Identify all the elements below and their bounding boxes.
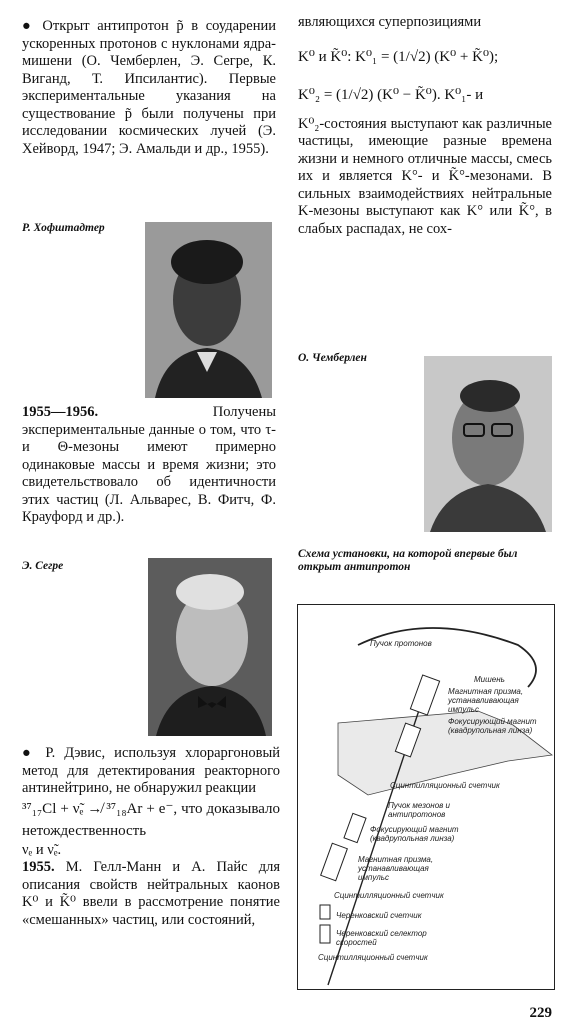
label-prism2: Магнитная призма, устанавливающая импульс (358, 855, 434, 882)
paragraph-gell-mann-text: М. Гелл-Манн и А. Пайс для описания свойств нейтральных каонов K⁰ и K̃⁰ ввели в рассмотрение понятие «смешанных» частиц, или состояний, (22, 859, 280, 928)
label-scint1: Сцинтилляционный счетчик (390, 781, 500, 790)
reaction-formula: ³⁷₁₇Cl + ν̃ₑ ↛ ³⁷₁₈Ar + e⁻, что доказывало нетождественность (22, 800, 280, 839)
paragraph-antiproton: ● Открыт антипротон p̃ в соударении ускоренных протонов с нуклонами ядра-мишени (О. Чемберлен, Э. Сегре, К. Виганд, Т. Ипсилантис). Первые экспериментальные указания на существование p̃ были получены при исследовании космических лучей (Э. Хейворд, 1947; Э. Амальди и др., 1955). (22, 18, 276, 157)
paragraph-tau-theta (22, 404, 276, 527)
left-column-lower (22, 745, 280, 929)
label-proton-beam: Пучок протонов (370, 639, 432, 648)
formula-k1: K⁰ и K̃⁰: K⁰₁ = (1/√2) (K⁰ + K̃⁰); (298, 48, 499, 65)
label-lens1: Фокусирующий магнит (квадрупольная линза) (448, 717, 537, 735)
year-1955: 1955. (22, 859, 55, 875)
left-column-mid (22, 404, 276, 527)
superposition-text: являющихся суперпозициями (298, 14, 482, 30)
label-selector: Черенковский селектор скоростей (336, 929, 427, 947)
paragraph-k-states: K⁰₂-состояния выступают как различные частицы, имеющие разные времена жизни и немного отличные массы, смесь их и является K°- и K̃°-мезонами. В сильных взаимодействиях нейтральные K-мезоны выступают как K° или K̃°, в слабых распадах, не сох- (298, 115, 552, 237)
photo-hofstadter (145, 222, 272, 398)
paragraph-davis: ● Р. Дэвис, используя хлораргоновый метод для детектирования реакторного антинейтрино, не обнаружил реакции (22, 745, 280, 796)
year-1955-1956: 1955—1956. (22, 404, 99, 420)
caption-hofstadter: Р. Хофштадтер (22, 222, 105, 234)
page-number: 229 (529, 1005, 552, 1021)
antiproton-setup-diagram (297, 604, 555, 990)
left-column (22, 18, 276, 158)
label-lens2: Фокусирующий магнит (квадрупольная линза) (370, 825, 459, 843)
label-target: Мишень (474, 675, 505, 684)
label-prism1: Магнитная призма, устанавливающая импульс (448, 687, 524, 714)
diagram-caption: Схема установки, на которой впервые был открыт антипротон (298, 548, 518, 573)
photo-chamberlain (424, 356, 552, 532)
label-mesons: Пучок мезонов и антипротонов (388, 801, 451, 819)
caption-segre: Э. Сегре (22, 560, 64, 572)
label-scint3: Сцинтилляционный счетчик (318, 953, 428, 962)
formula-k2: K⁰₂ = (1/√2) (K⁰ − K̃⁰). K⁰₁- и (298, 86, 484, 103)
caption-chamberlain: О. Чемберлен (298, 352, 367, 364)
right-column (298, 14, 552, 238)
photo-segre (148, 558, 272, 736)
paragraph-gell-mann (22, 859, 280, 929)
neutrino-text: νₑ и ν̃ₑ. (22, 841, 62, 858)
label-scint2: Сцинтилляционный счетчик (334, 891, 444, 900)
paragraph-tau-theta-text: Получены экспериментальные данные о том, что τ- и Θ-мезоны имеют примерно одинаковые массы и время жизни; это свидетельствовало об идентичности этих частиц (Л. Альварес, В. Фитч, Ф. Крауфорд и др.). (22, 404, 276, 525)
label-cherenkov: Черенковский счетчик (336, 911, 422, 920)
